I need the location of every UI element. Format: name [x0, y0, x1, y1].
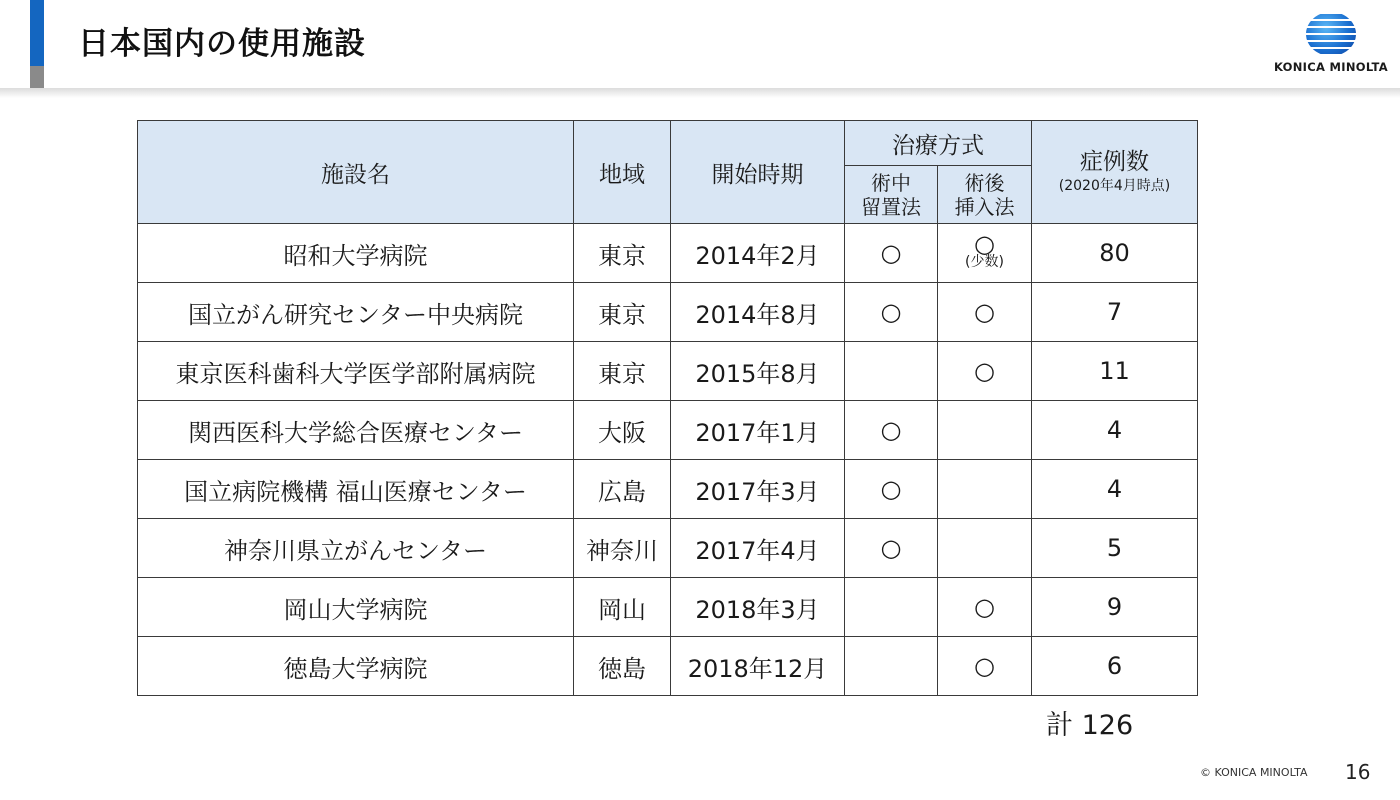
postop-mark-note: (少数) — [965, 253, 1004, 270]
start-date-cell: 2017年4月 — [671, 519, 845, 578]
header-shadow — [0, 88, 1400, 98]
facility-name-cell: 東京医科歯科大学医学部附属病院 — [138, 342, 574, 401]
header-cases — [1032, 121, 1198, 224]
table-row — [138, 519, 1198, 578]
header-method-intraop — [845, 166, 938, 224]
region-cell: 東京 — [574, 224, 671, 283]
facility-name-cell: 徳島大学病院 — [138, 637, 574, 696]
region-cell: 徳島 — [574, 637, 671, 696]
table-header — [138, 121, 1198, 224]
header-method-intraop-label: 術中 留置法 — [861, 170, 921, 219]
intraop-mark-cell: ○ — [845, 519, 938, 578]
postop-mark-cell: ○ — [938, 342, 1032, 401]
facility-name-cell: 岡山大学病院 — [138, 578, 574, 637]
table-body — [138, 224, 1198, 696]
header-method: 治療方式 — [845, 121, 1032, 166]
start-date-cell: 2014年8月 — [671, 283, 845, 342]
header-method-postop-label: 術後 挿入法 — [954, 170, 1015, 219]
table-row — [138, 460, 1198, 519]
region-cell: 東京 — [574, 342, 671, 401]
table-row — [138, 401, 1198, 460]
table-row — [138, 637, 1198, 696]
intraop-mark-cell: ○ — [845, 401, 938, 460]
title-accent-bar — [30, 0, 44, 66]
intraop-mark-cell: ○ — [845, 283, 938, 342]
postop-mark-cell — [938, 224, 1032, 283]
intraop-mark-cell — [845, 637, 938, 696]
footer-copyright: © KONICA MINOLTA — [1200, 766, 1308, 779]
facility-name-cell: 神奈川県立がんセンター — [138, 519, 574, 578]
facility-name-cell: 昭和大学病院 — [138, 224, 574, 283]
start-date-cell: 2018年3月 — [671, 578, 845, 637]
case-count-cell: 7 — [1032, 283, 1198, 342]
facilities-table — [137, 120, 1198, 696]
postop-mark-cell: ○ — [938, 637, 1032, 696]
facility-name-cell: 関西医科大学総合医療センター — [138, 401, 574, 460]
region-cell: 神奈川 — [574, 519, 671, 578]
postop-mark-cell — [938, 519, 1032, 578]
intraop-mark-cell — [845, 342, 938, 401]
facility-name-cell: 国立がん研究センター中央病院 — [138, 283, 574, 342]
postop-mark-cell: ○ — [938, 283, 1032, 342]
page-number: 16 — [1345, 760, 1371, 784]
start-date-cell: 2017年1月 — [671, 401, 845, 460]
table-row — [138, 224, 1198, 283]
postop-mark-cell: ○ — [938, 578, 1032, 637]
postop-mark-stack — [965, 229, 1004, 271]
intraop-mark-cell — [845, 578, 938, 637]
case-count-cell: 80 — [1032, 224, 1198, 283]
intraop-mark-cell: ○ — [845, 460, 938, 519]
region-cell: 岡山 — [574, 578, 671, 637]
header-cases-note: (2020年4月時点) — [1058, 178, 1171, 194]
header-facility: 施設名 — [138, 121, 574, 224]
table-row — [138, 578, 1198, 637]
header-cases-label: 症例数 — [1080, 149, 1149, 175]
header-start: 開始時期 — [671, 121, 845, 224]
case-count-cell: 4 — [1032, 460, 1198, 519]
case-count-cell: 11 — [1032, 342, 1198, 401]
postop-mark-cell — [938, 401, 1032, 460]
facility-name-cell: 国立病院機構 福山医療センター — [138, 460, 574, 519]
start-date-cell: 2015年8月 — [671, 342, 845, 401]
header-region: 地域 — [574, 121, 671, 224]
start-date-cell: 2014年2月 — [671, 224, 845, 283]
region-cell: 大阪 — [574, 401, 671, 460]
intraop-mark-cell: ○ — [845, 224, 938, 283]
table-row — [138, 342, 1198, 401]
title-accent-bar-grey — [30, 66, 44, 88]
table-row — [138, 283, 1198, 342]
case-count-cell: 9 — [1032, 578, 1198, 637]
logo-text: KONICA MINOLTA — [1273, 60, 1389, 74]
case-count-cell: 5 — [1032, 519, 1198, 578]
region-cell: 東京 — [574, 283, 671, 342]
start-date-cell: 2017年3月 — [671, 460, 845, 519]
case-count-cell: 4 — [1032, 401, 1198, 460]
region-cell: 広島 — [574, 460, 671, 519]
total-cases: 計 126 — [1046, 710, 1134, 741]
header-method-postop — [938, 166, 1032, 224]
postop-mark: ○ — [974, 229, 995, 258]
start-date-cell: 2018年12月 — [671, 637, 845, 696]
page-title: 日本国内の使用施設 — [78, 26, 366, 62]
case-count-cell: 6 — [1032, 637, 1198, 696]
konica-minolta-logo-icon — [1306, 12, 1356, 56]
postop-mark-cell — [938, 460, 1032, 519]
